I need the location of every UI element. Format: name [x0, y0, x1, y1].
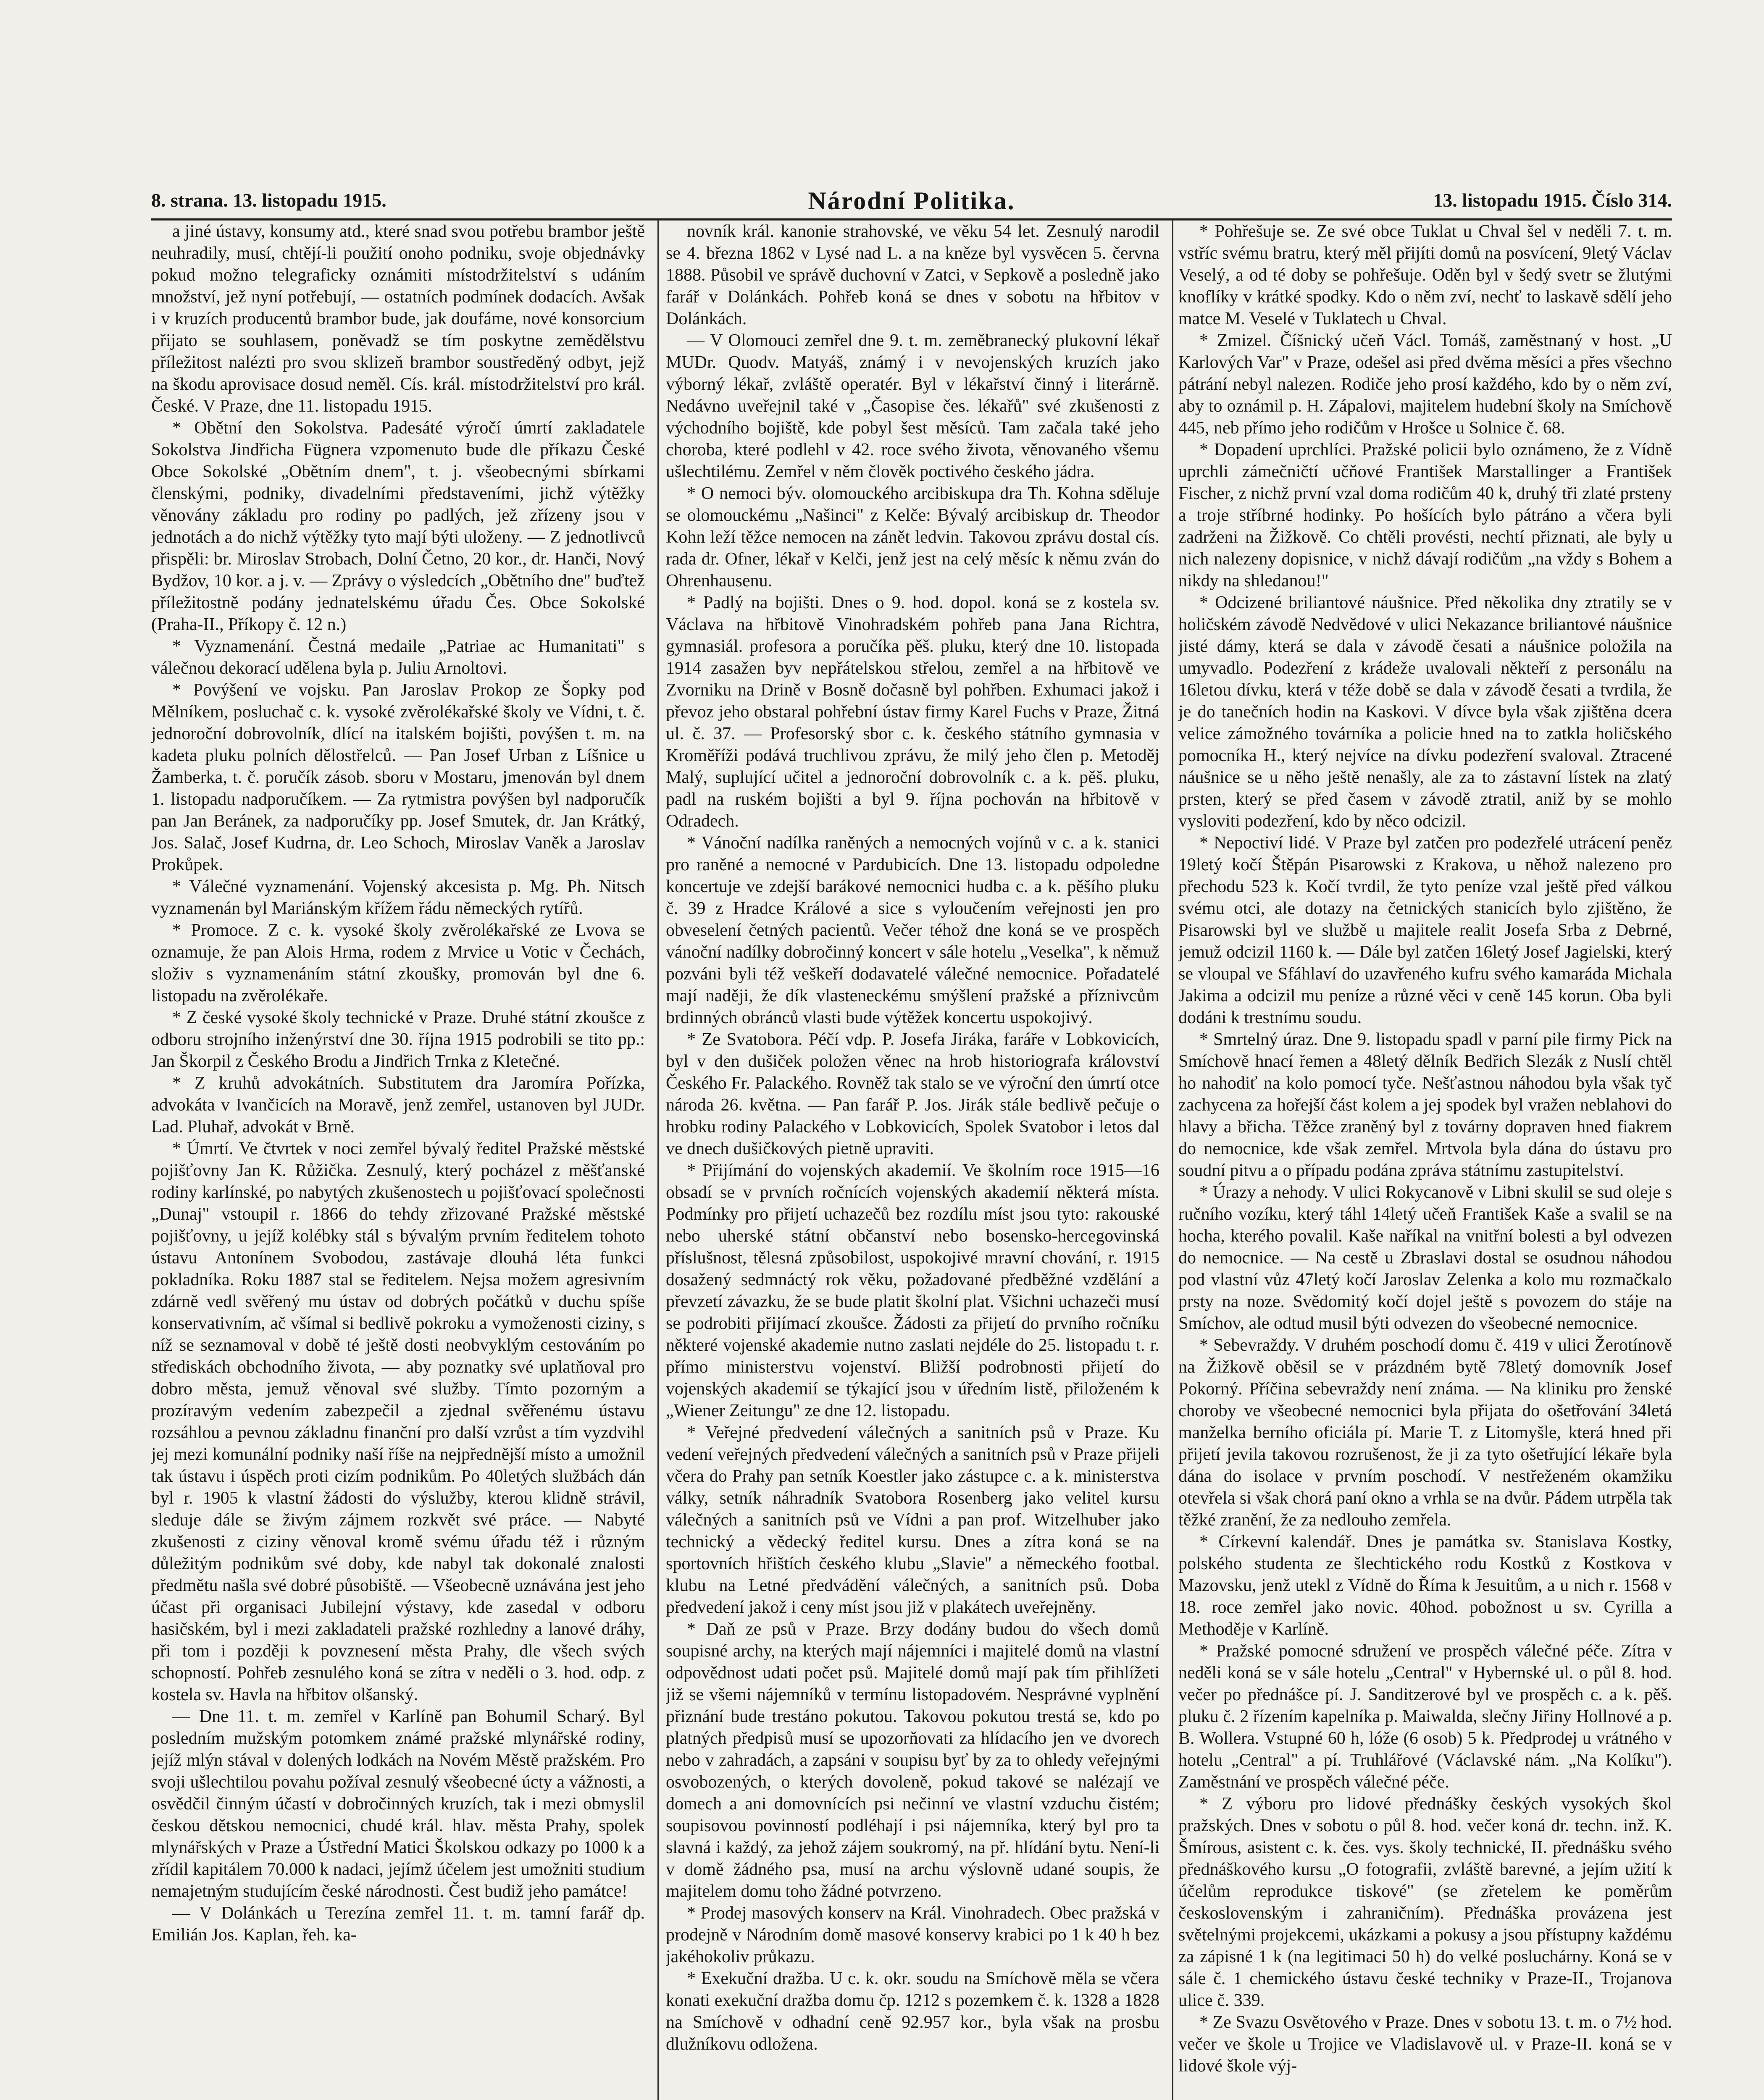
- article-paragraph: * Dopadení uprchlíci. Pražské policii bylo oznámeno, že z Vídně uprchli zámečničtí učňové František Marstallinger a František Fischer, z nichž první vzal doma rodičům 40 k, druhý tři zlaté prsteny a troje stříbrné hodinky. Po hošících bylo pátráno a včera byli zadrženi na Žižkově. Co chtěli provésti, nechtí přiznati, ale byly u nich nalezeny dopisnice, v nichž dávají rodičům „na vždy s Bohem a nikdy na shledanou!": [1178, 440, 1672, 591]
- article-paragraph: * Padlý na bojišti. Dnes o 9. hod. dopol. koná se z kostela sv. Václava na hřbitově Vinohradském pohřeb pana Jana Richtra, gymnasiál. profesora a poručíka pěš. pluku, který dne 10. listopada 1914 zasažen byv nepřátelskou střelou, zemřel a na hřbitově ve Zvorniku na Drině v Bosně dočasně byl pohřben. Exhumaci jakož i převoz jeho obstaral pohřební ústav firmy Karel Fuchs v Praze, Žitná ul. č. 37. — Profesorský sbor c. k. českého státního gymnasia v Kroměříži podává truchlivou zprávu, že milý jeho člen p. Metoděj Malý, suplující učitel a jednoroční dobrovolník c. a k. pěš. pluku, padl na ruském bojišti a byl 9. října pochován na hřbitově v Odradech.: [666, 593, 1159, 831]
- article-paragraph: * Církevní kalendář. Dnes je památka sv. Stanislava Kostky, polského studenta ze šlechtického rodu Kostků z Kostkova v Mazovsku, jenž utekl z Vídně do Říma k Jesuitům, a u nich r. 1568 v 18. roce zemřel jako novic. 40hod. pobožnost u sv. Cyrilla a Methoděje v Karlíně.: [1178, 1532, 1672, 1639]
- article-paragraph: * Zmizel. Číšnický učeň Václ. Tomáš, zaměstnaný v host. „U Karlových Var" v Praze, odešel asi před dvěma měsíci a přes všechno pátrání nebyl nalezen. Rodiče jeho prosí každého, kdo by o něm zví, aby to oznámil p. H. Zápalovi, majitelem hudební školy na Smíchově 445, neb přímo jeho rodičům v Hrošce u Solnice č. 68.: [1178, 331, 1672, 438]
- article-paragraph: * Promoce. Z c. k. vysoké školy zvěrolékařské ze Lvova se oznamuje, že pan Alois Hrma, rodem z Mrvice u Votic v Čechách, složiv s vyznamenáním státní zkoušky, promován byl dne 6. listopadu na zvěrolékaře.: [151, 921, 645, 1005]
- article-paragraph: * Odcizené briliantové náušnice. Před několika dny ztratily se v holičském závodě Nedvědové v ulici Nekazance briliantové náušnice jisté dámy, která se dala v závodě česati a náušnice položila na umyvadlo. Podezření z krádeže uvalovali někteří z personálu na 16letou dívku, která v téže době se dala v závodě česati a tvrdila, že je do tanečních hodin na Kaskovi. V dívce byla však zjištěna dcera velice zámožného továrníka a policie hned na to zatkla holičského pomocníka H., který nejvíce na dívku podezření svaloval. Ztracené náušnice se u něho ještě nenašly, ale za to zástavní lístek na zlatý prsten, který se před časem v závodě ztratil, aniž by se mohlo vysloviti podezření, kdo by něco odcizil.: [1178, 593, 1672, 831]
- article-paragraph: * Obětní den Sokolstva. Padesáté výročí úmrtí zakladatele Sokolstva Jindřicha Fügnera vzpomenuto bude dle příkazu České Obce Sokolské „Obětním dnem", t. j. všeobecnými sbírkami členskými, podniky, divadelními představeními, jichž výtěžky věnovány základu pro rodiny po padlých, jež zřízeny jsou v jednotách a do nichž výtěžky tyto mají býti uloženy. — Z jednotlivců přispěli: br. Miroslav Strobach, Dolní Četno, 20 kor., dr. Hanči, Nový Bydžov, 10 kor. a j. v. — Zprávy o výsledcích „Obětního dne" buďtež příležitostně podány jednatelskému úřadu Čes. Obce Sokolské (Praha-II., Příkopy č. 12 n.): [151, 418, 645, 634]
- article-paragraph: * Veřejné předvedení válečných a sanitních psů v Praze. Ku vedení veřejných předvedení válečných a sanitních psů v Praze přijeli včera do Prahy pan setník Koestler jako zástupce c. a k. ministerstva války, setník náhradník Svatobora Rosenberg jako velitel kursu válečných a sanitních psů ve Vídni a pan prof. Witzelhuber jako technický a vědecký ředitel kursu. Dnes a zítra koná se na sportovních hřištích českého klubu „Slavie" a německého footbal. klubu na Letné předvádění válečných, a sanitních psů. Doba předvedení jakož i ceny míst jsou již v plakátech uveřejněny.: [666, 1423, 1159, 1617]
- column-2: [666, 220, 1159, 2100]
- header-right: 13. listopadu 1915. Číslo 314.: [1433, 189, 1672, 211]
- article-paragraph: — Dne 11. t. m. zemřel v Karlíně pan Bohumil Scharý. Byl posledním mužským potomkem známé pražské mlynářské rodiny, jejíž mlýn stával v dolených lodkách na Novém Městě pražském. Pro svoji ušlechtilou povahu požíval zesnulý všeobecné úcty a vážnosti, a osvědčil činným účastí v dobročinných kruzích, tak i mezi obmyslil českou dětskou nemocnici, chudé král. hlav. města Prahy, spolek mlynářských v Praze a Ústřední Matici Školskou odkazy po 1000 k a zřídil kapitálem 70.000 k nadaci, jejímž účelem jest umožniti studium nemajetným studujícím české národnosti. Čest budiž jeho památce!: [151, 1707, 645, 1901]
- article-paragraph: a jiné ústavy, konsumy atd., které snad svou potřebu brambor ještě neuhradily, musí, chtějí-li použití onoho podniku, svoje objednávky pokud možno telegraficky oznámiti místodržitelství s udáním množství, jež nyní potřebují, — ostatních podmínek dodacích. Avšak i v kruzích producentů brambor bude, jak doufáme, nové konsorcium přijato se souhlasem, poněvadž se tím poskytne zemědělstvu příležitost nalézti pro svou sklizeň brambor soustředěný odbyt, jejž na škodu aprovisace dosud neměl. Cís. král. místodržitelství pro král. České. V Praze, dne 11. listopadu 1915.: [151, 222, 645, 416]
- column-divider: [657, 220, 659, 2100]
- article-paragraph: * Přijímání do vojenských akademií. Ve školním roce 1915—16 obsadí se v prvních ročnících vojenských akademií některá místa. Podmínky pro přijetí uchazečů bez rozdílu míst jsou tyto: rakouské nebo uherské státní občanství nebo bosensko-hercegovinská příslušnost, tělesná způsobilost, uspokojivé mravní chování, r. 1915 dosažený sedmnáctý rok věku, požadované předběžné vzdělání a převzetí závazku, že se bude platit školní plat. Všichni uchazeči musí se podrobiti přijímací zkoušce. Žádosti za přijetí do prvního ročníku některé vojenské akademie nutno zaslati nejdéle do 25. listopadu t. r. přímo ministerstvu vojenství. Bližší podrobnosti přijetí do vojenských akademií se týkající jsou v úředním listě, přiloženém k „Wiener Zeitungu" ze dne 12. listopadu.: [666, 1161, 1159, 1420]
- header-left: 8. strana. 13. listopadu 1915.: [151, 189, 386, 211]
- article-paragraph: * Z výboru pro lidové přednášky českých vysokých škol pražských. Dnes v sobotu o půl 8. hod. večer koná dr. techn. inž. K. Šmírous, asistent c. k. čes. vys. školy technické, II. přednášku svého přednáškového kursu „O fotografii, zvláště barevné, a jejím užití k účelům reprodukce tiskové" (se zřetelem ke poměrům československým i zahraničním). Přednáška provázena jest světelnými projekcemi, ukázkami a pokusy a jsou přístupny každému za zápisné 1 k (na legitimaci 50 h) do velké posluchárny. Koná se v sále č. 1 chemického ústavu české techniky v Praze-II., Trojanova ulice č. 339.: [1178, 1794, 1672, 2010]
- article-paragraph: * Z české vysoké školy technické v Praze. Druhé státní zkoušce z odboru strojního inženýrství dne 30. října 1915 podrobili se tito pp.: Jan Škorpil z Českého Brodu a Jindřich Trnka z Kletečné.: [151, 1008, 645, 1071]
- article-paragraph: * Smrtelný úraz. Dne 9. listopadu spadl v parní pile firmy Pick na Smíchově hnací řemen a 48letý dělník Bedřich Slezák z Nuslí chtěl ho nahodiť na kolo pomocí tyče. Nešťastnou náhodou byla však tyč zachycena za hořejší část kolem a jej spodek byl vražen neblahovi do hlavy a břicha. Těžce zraněný byl z továrny dopraven hned fiakrem do nemocnice, kde však zemřel. Mrtvola byla dána do ústavu pro soudní pitvu a o případu podána zpráva státnímu zastupitelství.: [1178, 1030, 1672, 1180]
- article-paragraph: * Ze Svatobora. Péčí vdp. P. Josefa Jiráka, faráře v Lobkovicích, byl v den dušiček položen věnec na hrob historiografa království Českého Fr. Palackého. Rovněž tak stalo se ve výroční den úmrtí otce národa 26. května. — Pan farář P. Jos. Jirák stále bedlivě pečuje o hrobku rodiny Palackého v Lobkovicích, Spolek Svatobor i letos dal ve dnech dušičkových pietně upraviti.: [666, 1030, 1159, 1158]
- article-paragraph: * Nepoctiví lidé. V Praze byl zatčen pro podezřelé utrácení peněz 19letý kočí Štěpán Pisarowski z Krakova, u něhož nalezeno pro přechodu 523 k. Kočí tvrdil, že tyto peníze vzal ještě před válkou svému otci, ale dotazy na četnických stanicích bylo zjištěno, že Pisarowski byl ve službě u majitele realit Josefa Srba z Debrné, jemuž odcizil 1160 k. — Dále byl zatčen 16letý Josef Jagielski, který se vloupal ve Sfáhlaví do uzavřeného kufru svého kamaráda Michala Jakima a odcizil mu peníze a různé věci v ceně 145 korun. Oba byli dodáni k trestnímu soudu.: [1178, 833, 1672, 1027]
- article-paragraph: * Prodej masových konserv na Král. Vinohradech. Obec pražská v prodejně v Národním domě masové konservy krabici po 1 k 40 h bez jakéhokoliv průkazu.: [666, 1903, 1159, 1966]
- article-paragraph: * Úmrtí. Ve čtvrtek v noci zemřel bývalý ředitel Pražské městské pojišťovny Jan K. Růžička. Zesnulý, který pocházel z měšťanské rodiny karlínské, po nabytých zkušenostech u pojišťovací společnosti „Dunaj" vstoupil r. 1866 do tehdy zřizované Pražské městské pojišťovny, u jejíž kolébky stál s bývalým prvním ředitelem tohoto ústavu Antonínem Svobodou, zastávaje dlouhá léta funkci pokladníka. Roku 1887 stal se ředitelem. Nejsa možem agresivním zdárně vedl svěřený mu ústav od dobrých počátků v duchu spíše konservativním, ač všímal si bedlivě pokroku a vymoženosti ciziny, s níž se seznamoval v době té ještě dosti neobvyklým cestováním po střediskách obchodního života, — aby poznatky své uplatňoval pro dobro města, jemuž věnoval své služby. Tímto pozorným a prozíravým vedením zabezpečil a zjednal svěřenému ústavu rozsáhlou a pevnou základnu finanční pro další vzrůst a tím vyzdvihl jej mezi komunální podniky naší říše na nejpřednější místo a umožnil tak ústavu i úspěch proti cizím podnikům. Po 40letých službách dán byl r. 1905 k vlastní žádosti do výslužby, kterou klidně strávil, sleduje dále se živým zájmem rozkvět své práce. — Nabyté zkušenosti z ciziny věnoval kromě svému úřadu též i různým důležitým podnikům své doby, kde nabyl tak dokonalé znalosti předmětu našla své dobré působiště. — Všeobecně uznávána jest jeho účast při organisaci Jubilejní výstavy, kde zasedal v odboru hasičském, byl i mezi zakladateli pražské rozhledny a lanové dráhy, při tom i později k povznesení města Prahy, dle všech svých schopností. Pohřeb zesnulého koná se zítra v neděli o 3. hod. odp. z kostela sv. Havla na hřbitov olšanský.: [151, 1139, 645, 1704]
- article-paragraph: * Exekuční dražba. U c. k. okr. soudu na Smíchově měla se včera konati exekuční dražba domu čp. 1212 s pozemkem č. k. 1328 a 1828 na Smíchově v odhadní ceně 92.957 kor., byla však na prosbu dlužníkovu odložena.: [666, 1969, 1159, 2054]
- article-paragraph: novník král. kanonie strahovské, ve věku 54 let. Zesnulý narodil se 4. března 1862 v Lysé nad L. a na kněze byl vysvěcen 5. června 1888. Působil ve správě duchovní v Zatci, v Sepkově a posledně jako farář v Dolánkách. Pohřeb koná se dnes v sobotu na hřbitov v Dolánkách.: [666, 222, 1159, 328]
- article-paragraph: * Vánoční nadílka raněných a nemocných vojínů v c. a k. stanici pro raněné a nemocné v Pardubicích. Dne 13. listopadu odpoledne koncertuje ve zdejší barákové nemocnici hudba c. a k. pěšího pluku č. 39 z Hradce Králové a sice s vyloučením veřejnosti jen pro obveselení četných pacientů. Večer téhož dne koná se ve prospěch vánoční nadílky dobročinný koncert v sále hotelu „Veselka", k němuž pozváni byli též veškeří dodavatelé válečné nemocnice. Pořadatelé mají naději, že dík vlasteneckému smýšlení pražské a příznivcům brdinných obránců vlasti bude výtěžek koncertu uspokojivý.: [666, 833, 1159, 1027]
- masthead-title: Národní Politika.: [808, 187, 1015, 215]
- column-divider: [1172, 220, 1173, 2100]
- column-1: [151, 220, 645, 2100]
- article-paragraph: * Úrazy a nehody. V ulici Rokycanově v Libni skulil se sud oleje s ručního vozíku, který táhl 14letý učeň František Kaše a svalil se na hocha, kterého povalil. Kaše naříkal na vnitřní bolesti a byl odvezen do nemocnice. — Na cestě u Zbraslavi dostal se osudnou náhodou pod vlastní vůz 47letý kočí Jaroslav Zelenka a kolo mu rozmačkalo prsty na noze. Svědomitý kočí dojel ještě s povozem do stáje na Smíchov, ale odtud musil býti odvezen do všeobecné nemocnice.: [1178, 1183, 1672, 1333]
- article-paragraph: * Vyznamenání. Čestná medaile „Patriae ac Humanitati" s válečnou dekorací udělena byla p. Juliu Arnoltovi.: [151, 637, 645, 678]
- article-paragraph: * O nemoci býv. olomouckého arcibiskupa dra Th. Kohna sděluje se olomouckému „Našinci" z Kelče: Bývalý arcibiskup dr. Theodor Kohn leží těžce nemocen na zánět ledvin. Takovou zprávu dostal cís. rada dr. Ofner, lékař v Kelči, jenž jest na celý měsíc k němu zván do Ohrenhausenu.: [666, 484, 1159, 591]
- article-paragraph: * Pohřešuje se. Ze své obce Tuklat u Chval šel v neděli 7. t. m. vstříc svému bratru, který měl přijíti domů na posvícení, 9letý Václav Veselý, a od té doby se pohřešuje. Oděn byl v šedý svetr se žlutými knoflíky v krátké spodky. Kdo o něm zví, nechť to laskavě sdělí jeho matce M. Veselé v Tuklatech u Chval.: [1178, 222, 1672, 328]
- article-paragraph: * Povýšení ve vojsku. Pan Jaroslav Prokop ze Šopky pod Mělníkem, posluchač c. k. vysoké zvěrolékařské školy ve Vídni, t. č. jednoroční dobrovolník, dlící na italském bojišti, povýšen t. m. na kadeta pluku polních dělostřelců. — Pan Josef Urban z Líšnice u Žamberka, t. č. poručík zásob. sboru v Mostaru, jmenován byl dnem 1. listopadu nadporučíkem. — Za rytmistra povýšen byl nadporučík pan Jan Beránek, za nadporučíky pp. Josef Smutek, dr. Jan Krátký, Jos. Salač, Josef Kudrna, dr. Leo Schoch, Miroslav Vaněk a Jaroslav Prokůpek.: [151, 680, 645, 874]
- article-paragraph: * Daň ze psů v Praze. Brzy dodány budou do všech domů soupisné archy, na kterých mají nájemníci i majitelé domů na vlastní odpovědnost udati počet psů. Majitelé domů mají pak tím přihlížeti již se všemi nájemníků v termínu listopadovém. Nesprávné vyplnění přiznání bude trestáno pokutou. Takovou pokutou trestá se, kdo po platných předpisů musí se upozorňovati za hlídacího jen ve dvorech nebo v zahradách, a zapsáni v soupisu byť by za to ohledy veřejnými osvobozených, o kterých dovoleně, pokud takové se nalézají ve domech a ani domovnících psi nečinní ve vlastní vzduchu čistém; soupisovou povinností podléhají i psi nájemníka, který byl pro ta slavná i každý, za jehož zájem soukromý, na př. hlídání bytu. Není-li v domě žádného psa, musí na archu výslovně udané soupis, že majitelem domu toho žádné potvrzeno.: [666, 1620, 1159, 1901]
- article-paragraph: * Ze Svazu Osvětového v Praze. Dnes v sobotu 13. t. m. o 7½ hod. večer ve škole u Trojice ve Vladislavově ul. v Praze-II. koná se v lidové škole výj-: [1178, 2013, 1672, 2076]
- column-3: [1178, 220, 1672, 2100]
- article-paragraph: * Pražské pomocné sdružení ve prospěch válečné péče. Zítra v neděli koná se v sále hotelu „Central" v Hybernské ul. o půl 8. hod. večer po přednášce pí. J. Sanditzerové byl ve prospěch c. a k. pěš. pluku č. 2 řízením kapelníka p. Maiwalda, slečny Jiřiny Hollnové a p. B. Wollera. Vstupné 60 h, lóže (6 osob) 5 k. Předprodej u vrátného v hotelu „Central" a pí. Truhlářové (Václavské nám. „Na Kolíku"). Zaměstnání ve prospěch válečné péče.: [1178, 1641, 1672, 1792]
- article-paragraph: * Z kruhů advokátních. Substitutem dra Jaromíra Pořízka, advokáta v Ivančicích na Moravě, jenž zemřel, ustanoven byl JUDr. Lad. Pluhař, advokát v Brně.: [151, 1074, 645, 1137]
- article-paragraph: * Sebevraždy. V druhém poschodí domu č. 419 v ulici Žerotínově na Žižkově oběsil se v prázdném bytě 78letý domovník Josef Pokorný. Příčina sebevraždy není známa. — Na kliniku pro ženské choroby ve všeobecné nemocnici byla přijata do ošetřování 34letá manželka berního oficiála pí. Marie T. z Litomyšle, která hned při přijetí jevila takovou rozrušenost, že ji za tyto ošetřující lékaře byla dána do isolace v prvním poschodí. V nestřeženém okamžiku otevřela si však chorá paní okno a vrhla se na dvůr. Pádem utrpěla tak těžké zranění, že za nedlouho zemřela.: [1178, 1336, 1672, 1530]
- article-paragraph: * Válečné vyznamenání. Vojenský akcesista p. Mg. Ph. Nitsch vyznamenán byl Mariánským křížem řádu německých rytířů.: [151, 877, 645, 918]
- page-header: [151, 185, 1672, 214]
- article-paragraph: — V Dolánkách u Terezína zemřel 11. t. m. tamní farář dp. Emilián Jos. Kaplan, řeh. ka-: [151, 1903, 645, 1945]
- article-paragraph: — V Olomouci zemřel dne 9. t. m. zeměbranecký plukovní lékař MUDr. Quodv. Matyáš, známý i v nevojenských kruzích jako výborný lékař, zvláště operatér. Byl v lékařství činný i literárně. Nedávno uveřejnil také v „Časopise čes. lékařů" své zkušenosti z východního bojiště, kde pobyl šest měsíců. Tam začala také jeho choroba, které podlehl v 42. roce svého života, věnovaného všemu ušlechtilému. Zemřel v něm člověk poctivého českého jádra.: [666, 331, 1159, 481]
